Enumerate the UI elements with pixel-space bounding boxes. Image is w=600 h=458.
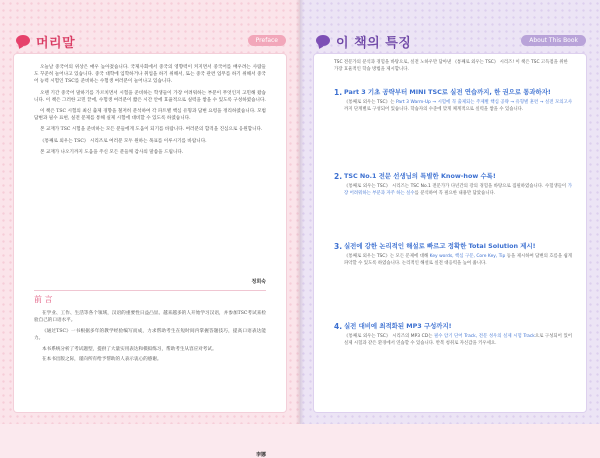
- right-page: [300, 0, 600, 424]
- paragraph: 오랜 기간 중국어 말하기를 가르치면서 시험을 준비하는 학생들이 가장 어려워하는 부분이 무엇인지 고민해 왔습니다. 이 책은 그러한 고민 끝에, 수험생 여러분이 짧은 시간 안에 효율적으로 실력을 쌓을 수 있도록 구성하였습니다.: [34, 90, 266, 103]
- feature-number: 1.: [334, 88, 343, 97]
- feature-number: 4.: [334, 322, 343, 331]
- section-divider: [34, 290, 266, 291]
- feature-text: 《통째로 외우는 TSC》 시리즈는 TSC No.1 전문가가 다년간의 강의 경험을 바탕으로 집필하였습니다. 수험생들이 가장 어려워하는 부분과 자주 하는 실수를 분석하여 꼭 필요한 내용만 담았습니다.: [344, 184, 572, 196]
- preface-tag: Preface: [248, 35, 286, 46]
- chinese-preface: [34, 310, 266, 366]
- feature-title: 실전 대비에 최적화된 MP3 구성까지!: [344, 322, 452, 330]
- features-title: 이 책의 특징: [336, 36, 412, 51]
- korean-preface: [34, 64, 266, 160]
- highlight-text: Key words, 핵심 구문, Core Key, Tip: [429, 254, 506, 259]
- paragraph: 본 교재가 TSC 시험을 준비하는 모든 분들에게 도움이 되기를 바랍니다. 여러분의 합격을 진심으로 응원합니다.: [40, 127, 263, 133]
- korean-signature: 정희숙: [251, 279, 266, 285]
- feature-title: Part 3 기초 공략부터 MINI TSC로 실전 연습까지, 한 권으로 통과하자!: [344, 88, 551, 96]
- highlight-text: 가장 어려워하는 부분과 자주 하는 실수: [344, 184, 572, 196]
- highlight-text: 필수 암기 단어 Track, 전문 성우의 실제 시험 Track: [433, 334, 535, 339]
- features-header: [314, 32, 586, 50]
- paragraph: 《통째로 외우는 TSC》 시리즈로 여러분 모두 원하는 목표를 이루시기를 바랍니다.: [40, 138, 207, 144]
- paragraph: 본 교재가 나오기까지 도움을 주신 모든 분들께 감사의 말씀을 드립니다.: [40, 149, 184, 155]
- features-card: [314, 54, 586, 412]
- features-tag: About This Book: [521, 35, 586, 46]
- paragraph: 오늘날 중국어의 위상은 매우 높아졌습니다. 국제사회에서 중국의 영향력이 커지면서 중국어를 배우려는 사람들도 꾸준히 늘어나고 있습니다. 중국 대학에 입학하거나 취업을 하기 위해서, 또는 중국 관련 업무를 하기 위해서 중국어 능력 시험인 TSC를 준비하는 수험생 여러분이 늘어나고 있습니다.: [34, 65, 266, 85]
- chinese-preface-heading: 前 言: [34, 295, 53, 304]
- paragraph: 在本书出版之际，谨向所有给予帮助的人表示衷心的感谢。: [42, 357, 162, 363]
- feature-number: 3.: [334, 242, 343, 251]
- feature-title: 실전에 강한 논리적인 해설로 빠르고 정확한 Total Solution 제시!: [344, 242, 536, 250]
- paragraph: 《通过TSC》一书根据多年的教学经验编写而成，力求帮助考生在短时间内掌握答题技巧，提高口语表达能力。: [34, 328, 266, 342]
- chinese-signature: 李娜: [255, 452, 266, 458]
- feature-title: TSC No.1 전문 선생님의 특별한 Know-how 수록!: [344, 172, 496, 180]
- feature-text: 《통째로 외우는 TSC》 시리즈의 MP3 CD는 필수 암기 단어 Track, 전문 성우의 실제 시험 Track으로 구성되어 있어 실제 시험과 같은 환경에서 연습할 수 있습니다. 반복 청취로 자신감을 키우세요.: [344, 334, 572, 346]
- book-gutter: [296, 0, 304, 424]
- speech-bubble-icon: [16, 35, 30, 46]
- feature-section: [334, 88, 572, 113]
- speech-bubble-icon: [316, 35, 330, 46]
- feature-section: [334, 242, 572, 267]
- preface-title: 머리말: [36, 36, 76, 51]
- highlight-text: Part 3 Warm-Up → 시험에 꼭 출제되는 주제별 핵심 공략 → 유형별 훈련 → 실전 모의고사: [395, 100, 572, 105]
- features-intro: TSC 전문가의 분석과 경험을 바탕으로, 실전 노하우만 담아낸 《통째로 외우는 TSC》 시리즈! 이 책은 TSC 고득점을 위한 가장 효율적인 학습 방법을 제시합니다.: [334, 60, 568, 72]
- feature-section: [334, 322, 572, 347]
- feature-text: 《통째로 외우는 TSC》는 모든 문제에 대해 Key words, 핵심 구문, Core Key, Tip 등을 제시하여 답변의 흐름을 쉽게 파악할 수 있도록 하였습니다. 논리적인 해설로 실전 대응력을 높여 줍니다.: [344, 254, 572, 266]
- paragraph: 이 책은 TSC 시험의 최신 출제 경향을 철저히 분석하여 각 파트별 핵심 유형과 답변 요령을 정리하였습니다. 모범 답변과 필수 표현, 실전 문제를 통해 실제 시험에 대비할 수 있도록 하였습니다.: [34, 109, 266, 122]
- feature-section: [334, 172, 572, 197]
- paragraph: 本书系统分析了考试题型，提供了大量实用表达和模拟练习，帮助考生从容应对考试。: [42, 346, 217, 352]
- preface-header: [14, 32, 286, 50]
- feature-text: 《통째로 외우는 TSC》는 Part 3 Warm-Up → 시험에 꼭 출제되는 주제별 핵심 공략 → 유형별 훈련 → 실전 모의고사까지 단계별로 구성되어 있습니다. 학습자의 수준에 맞게 체계적으로 실력을 쌓을 수 있습니다.: [344, 100, 572, 112]
- feature-number: 2.: [334, 172, 343, 181]
- preface-card: [14, 54, 286, 458]
- paragraph: 在学业、工作、生活等各个领域，汉语的重要性日益凸显。越来越多的人开始学习汉语，并参加TSC考试来检验自己的口语水平。: [34, 311, 266, 324]
